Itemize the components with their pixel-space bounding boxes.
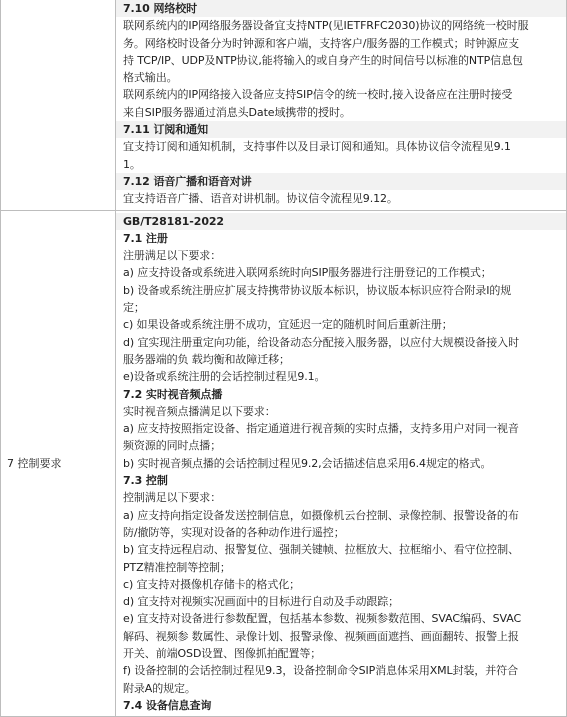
text-line: 服务器端的负 载均衡和故障迁移； — [123, 352, 290, 366]
text-line: 频资源的同时点播； — [123, 439, 222, 453]
text-line: 1。 — [123, 157, 141, 171]
text-line: 格式输出。 — [123, 71, 178, 85]
text-line: a) 应支持向指定设备发送控制信息，如摄像机云台控制、录像控制、报警设备的布 — [123, 508, 519, 522]
text-line: 注册满足以下要求： — [123, 249, 222, 263]
text-line: 实时视音频点播满足以下要求： — [123, 404, 276, 418]
text-line: c) 如果设备或系统注册不成功，宜延迟一定的随机时间后重新注册； — [123, 318, 453, 332]
section-heading: 7.11 订阅和通知 — [116, 121, 566, 138]
text-line: b) 实时视音频点播的会话控制过程见9.2,会话描述信息采用6.4规定的格式。 — [123, 456, 492, 470]
text-line: f) 设备控制的会话控制过程见9.3，设备控制命令SIP消息体采用XML封装，并符合 — [123, 664, 518, 678]
text-line: e)设备或系统注册的会话控制过程见9.1。 — [123, 370, 326, 384]
text-line: PTZ精准控制等控制； — [123, 560, 231, 574]
row-label-control-requirements: 7 控制要求 — [1, 210, 116, 717]
row-content-control-requirements — [116, 210, 567, 717]
text-line: 开关、前端OSD设置、图像抓拍配置等； — [123, 646, 322, 660]
section-heading: 7.1 注册 — [123, 231, 168, 245]
section-heading: GB/T28181-2022 — [116, 213, 566, 230]
text-line: 附录A的规定。 — [123, 681, 196, 695]
text-line: e) 宜支持对设备进行参数配置，包括基本参数、视频参数范围、SVAC编码、SVAC — [123, 612, 522, 626]
text-line: b) 设备或系统注册应扩展支持携带协议版本标识，协议版本标识应符合附录I的规 — [123, 283, 512, 297]
text-line: 联网系统内的IP网络接入设备应支持SIP信令的统一校时,接入设备应在注册时接受 — [123, 88, 513, 102]
text-line: a) 应支持按照指定设备、指定通道进行视音频的实时点播，支持多用户对同一视音 — [123, 422, 519, 436]
table-row — [1, 0, 567, 210]
text-line: 联网系统内的IP网络服务器设备宜支持NTP(见IETFRFC2030)协议的网络统一校时服 — [123, 19, 529, 33]
text-line: 务。网络校时设备分为时钟源和客户端，支持客户/服务器的工作模式；时钟源应支 — [123, 36, 520, 50]
section-heading: 7.10 网络校时 — [116, 0, 566, 17]
text-line: 控制满足以下要求： — [123, 491, 222, 505]
table-row — [1, 210, 567, 717]
text-line: a) 应支持设备或系统进入联网系统时向SIP服务器进行注册登记的工作模式； — [123, 266, 492, 280]
text-line: 定； — [123, 301, 145, 315]
text-line: 来自SIP服务器通过消息头Date域携带的授时。 — [123, 105, 351, 119]
text-line: d) 宜支持对视频实况画面中的目标进行自动及手动跟踪； — [123, 595, 400, 609]
text-line: c) 宜支持对摄像机存储卡的格式化； — [123, 577, 301, 591]
row-label-empty — [1, 0, 116, 210]
text-line: b) 宜支持远程启动、报警复位、强制关键帧、拉框放大、拉框缩小、看守位控制、 — [123, 543, 519, 557]
row-content-network-time — [116, 0, 567, 210]
section-heading: 7.2 实时视音频点播 — [123, 387, 223, 401]
text-line: 宜支持语音广播、语音对讲机制。协议信令流程见9.12。 — [123, 192, 398, 206]
section-heading: 7.4 设备信息查询 — [123, 698, 212, 712]
text-line: 解码、视频参 数属性、录像计划、报警录像、视频画面遮挡、画面翻转、报警上报 — [123, 629, 519, 643]
section-heading: 7.12 语音广播和语音对讲 — [116, 173, 566, 190]
text-line: 持 TCP/IP、UDP及NTP协议,能将输入的或自身产生的时间信号以标准的NTP信息包 — [123, 53, 523, 67]
text-line: d) 宜实现注册重定向功能，给设备动态分配接入服务器，以应付大规模设备接入时 — [123, 335, 519, 349]
text-line: 防/撤防等，实现对设备的各种动作进行遥控； — [123, 525, 345, 539]
section-heading: 7.3 控制 — [123, 474, 168, 488]
text-line: 宜支持订阅和通知机制，支持事件以及目录订阅和通知。具体协议信令流程见9.1 — [123, 140, 511, 154]
